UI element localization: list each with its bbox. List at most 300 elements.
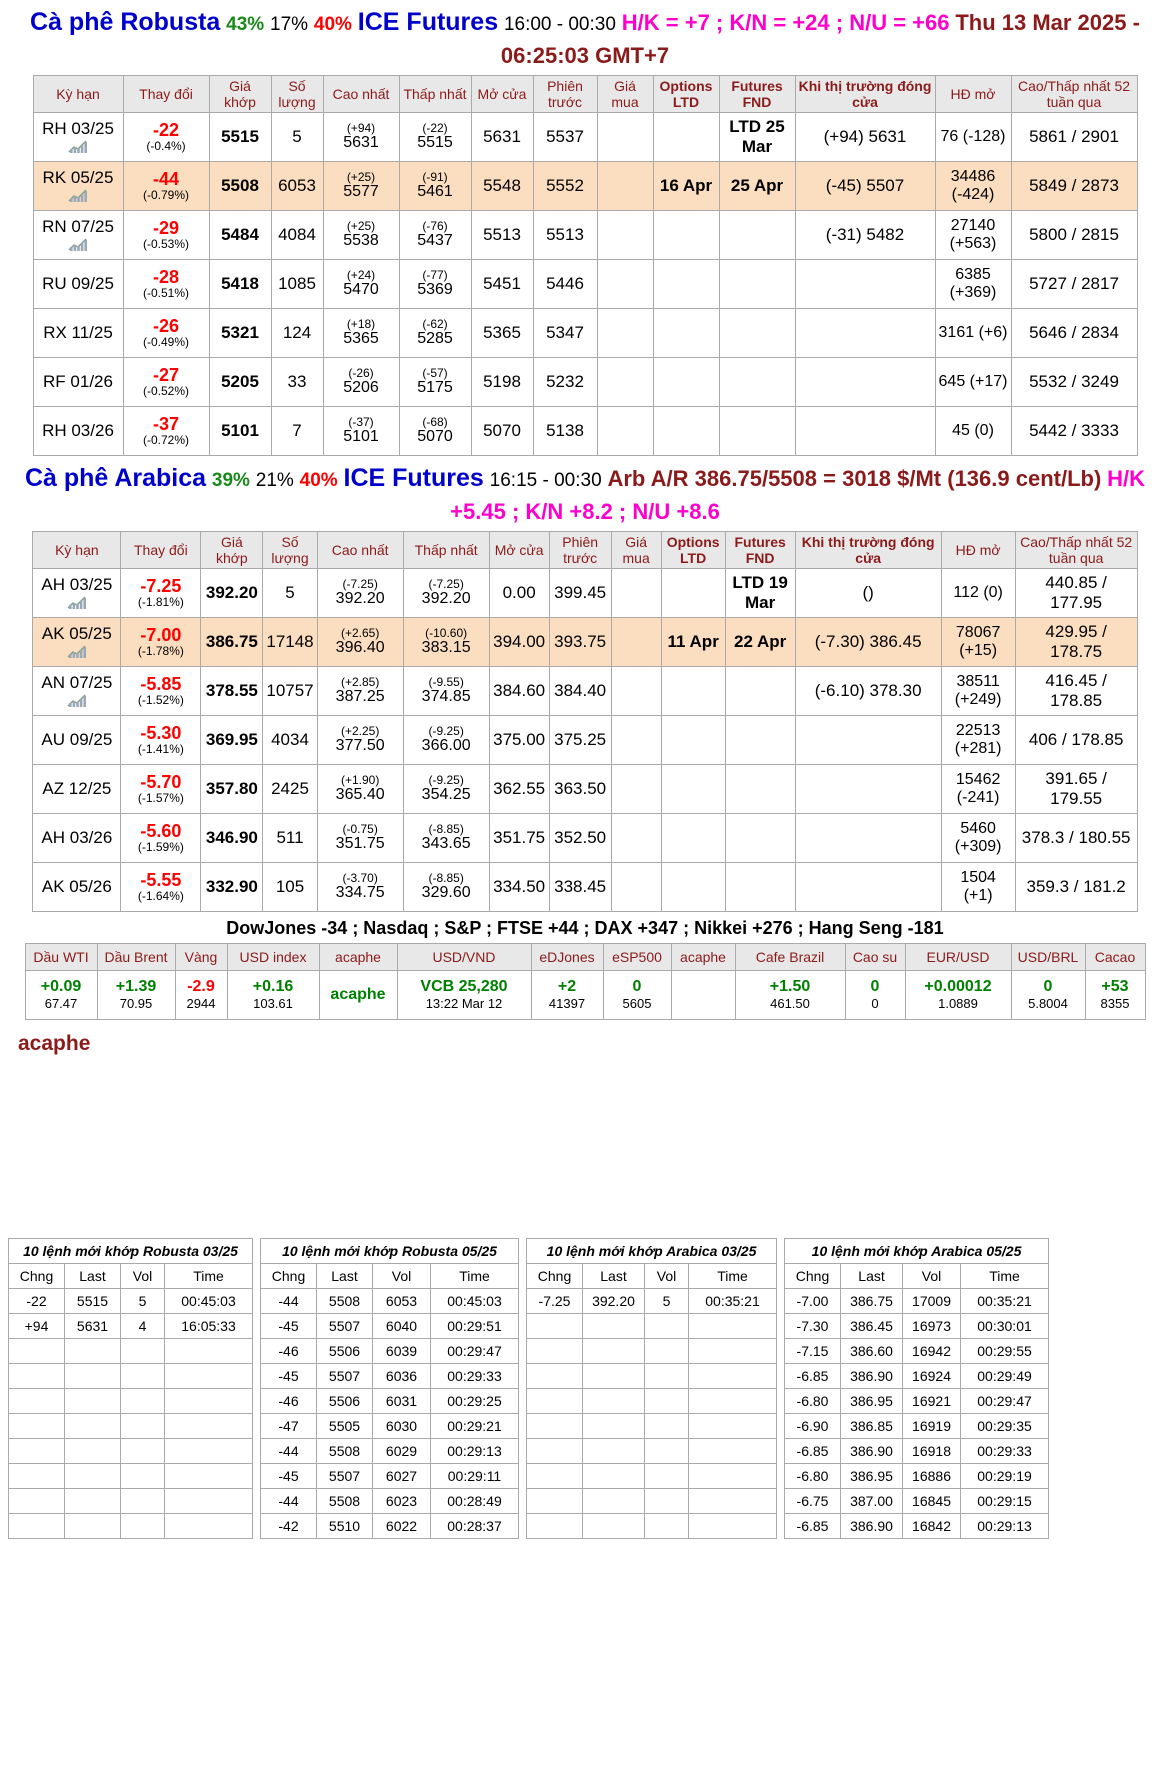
fx-change: +1.50 [769, 977, 811, 995]
contract-symbol: AZ 12/25 [42, 778, 112, 798]
change-value: -37 [152, 413, 179, 434]
recent-trades-cell: 6036 [373, 1364, 431, 1389]
robusta-52w-range: 5861 / 2901 [1011, 112, 1137, 161]
arabica-volume: 10757 [263, 666, 317, 715]
fx-col-header: eDJones [531, 943, 603, 970]
arabica-last-price: 378.55 [201, 666, 263, 715]
robusta-options-ltd: 16 Apr [653, 161, 719, 210]
table-gap [777, 1414, 785, 1439]
recent-trades-cell [689, 1389, 777, 1414]
recent-trades-cell [65, 1389, 121, 1414]
recent-trades-cell: 00:28:37 [431, 1514, 519, 1539]
recent-trades-cell: 386.85 [841, 1414, 903, 1439]
recent-trades-cell: -6.85 [785, 1514, 841, 1539]
recent-trades-col-header: Chng [261, 1264, 317, 1289]
fx-cell [97, 970, 175, 1019]
robusta-table-body [33, 112, 1137, 455]
recent-trades-col-header: Vol [903, 1264, 961, 1289]
recent-trades-cell: -6.85 [785, 1364, 841, 1389]
recent-trades-cell: 386.90 [841, 1439, 903, 1464]
recent-trades-cell [645, 1314, 689, 1339]
recent-trades-cell: 5515 [65, 1289, 121, 1314]
recent-trades-row[interactable] [9, 1439, 1049, 1464]
robusta-at-close: (+94) 5631 [795, 112, 935, 161]
change-value: -29 [152, 217, 179, 238]
high-delta: (+2.65) [340, 625, 380, 640]
high-value: 351.75 [335, 835, 385, 853]
robusta-open: 5198 [471, 357, 533, 406]
low-value: 5461 [417, 183, 453, 201]
arabica-futures-fnd [725, 813, 795, 862]
arabica-change-cell [121, 715, 201, 764]
recent-trades-cell [165, 1414, 253, 1439]
robusta-pct-red: 40% [313, 14, 352, 35]
recent-trades-cell [689, 1489, 777, 1514]
recent-trades-row[interactable] [9, 1364, 1049, 1389]
arabica-volume: 105 [263, 862, 317, 911]
table-gap [777, 1339, 785, 1364]
table-gap [253, 1239, 261, 1264]
table-header-row [33, 75, 1137, 112]
arabica-symbol-cell[interactable] [33, 617, 121, 666]
recent-trades-cell [9, 1414, 65, 1439]
recent-trades-cell: 00:29:35 [961, 1414, 1049, 1439]
recent-trades-cell [121, 1414, 165, 1439]
recent-trades-cell: 6053 [373, 1289, 431, 1314]
robusta-52w-range: 5532 / 3249 [1011, 357, 1137, 406]
recent-trades-cell: 16886 [903, 1464, 961, 1489]
robusta-symbol-cell[interactable] [33, 112, 123, 161]
arabica-change-cell [121, 666, 201, 715]
recent-trades-row[interactable] [9, 1464, 1049, 1489]
fx-change: +1.39 [115, 977, 157, 995]
recent-trades-cell: -6.85 [785, 1439, 841, 1464]
robusta-pct-green: 43% [226, 14, 265, 35]
mini-chart-icon[interactable] [68, 238, 88, 252]
arabica-open-interest: 22513 (+281) [941, 715, 1015, 764]
robusta-symbol-cell[interactable] [33, 161, 123, 210]
fx-cell [603, 970, 671, 1019]
robusta-volume: 33 [271, 357, 323, 406]
table-gap [777, 1314, 785, 1339]
recent-trades-cell: 16845 [903, 1489, 961, 1514]
table-row[interactable] [33, 568, 1137, 617]
table-gap [519, 1389, 527, 1414]
recent-trades-cell [689, 1414, 777, 1439]
recent-trades-cell [65, 1414, 121, 1439]
robusta-open: 5513 [471, 210, 533, 259]
arabica-low [403, 813, 489, 862]
fx-last: 8355 [1100, 996, 1130, 1012]
arabica-volume: 17148 [263, 617, 317, 666]
change-percent: (-1.41%) [137, 741, 184, 756]
col-phien-truoc: Phiên trước [549, 531, 611, 568]
arabica-futures-fnd [725, 862, 795, 911]
robusta-bid [597, 210, 653, 259]
robusta-last-price: 5418 [209, 259, 271, 308]
high-delta: (+1.90) [340, 772, 380, 787]
recent-trades-cell [65, 1464, 121, 1489]
mini-chart-icon[interactable] [68, 140, 88, 154]
low-delta: (-10.60) [425, 625, 468, 640]
robusta-date: Thu 13 Mar 2025 - 06:25:03 GMT+7 [500, 10, 1140, 69]
robusta-change-cell [123, 308, 209, 357]
recent-trades-cell [583, 1389, 645, 1414]
recent-trades-col-header: Vol [645, 1264, 689, 1289]
arabica-symbol-cell[interactable] [33, 568, 121, 617]
robusta-options-ltd [653, 357, 719, 406]
arabica-open: 375.00 [489, 715, 549, 764]
table-row[interactable] [33, 308, 1137, 357]
table-gap [519, 1364, 527, 1389]
recent-trades-table [8, 1238, 1049, 1539]
recent-trades-cell [583, 1364, 645, 1389]
high-value: 5365 [343, 330, 379, 348]
arabica-low [403, 764, 489, 813]
table-row[interactable] [33, 764, 1137, 813]
table-gap [777, 1489, 785, 1514]
recent-trades-cell: 00:29:15 [961, 1489, 1049, 1514]
table-row[interactable] [33, 259, 1137, 308]
high-delta: (-26) [348, 365, 374, 380]
recent-trades-cell [583, 1439, 645, 1464]
robusta-open-interest: 27140 (+563) [935, 210, 1011, 259]
recent-trades-cell [689, 1514, 777, 1539]
recent-trades-cell [9, 1364, 65, 1389]
recent-trades-cell: 5507 [317, 1364, 373, 1389]
col-thay-doi: Thay đổi [123, 75, 209, 112]
col-hd-mo: HĐ mở [935, 75, 1011, 112]
change-percent: (-0.72%) [142, 432, 189, 447]
high-value: 5470 [343, 281, 379, 299]
change-percent: (-1.59%) [137, 839, 184, 854]
fx-cell [227, 970, 319, 1019]
robusta-high [323, 210, 399, 259]
recent-trades-cell: -6.80 [785, 1389, 841, 1414]
robusta-symbol-cell[interactable] [33, 308, 123, 357]
recent-trades-row[interactable] [9, 1489, 1049, 1514]
recent-trades-section [8, 1238, 1034, 1539]
robusta-52w-range: 5800 / 2815 [1011, 210, 1137, 259]
robusta-at-close [795, 357, 935, 406]
recent-trades-cell: 386.75 [841, 1289, 903, 1314]
fx-col-header: Cacao [1085, 943, 1145, 970]
arabica-at-close [795, 862, 941, 911]
recent-trades-col-header: Time [165, 1264, 253, 1289]
recent-trades-cell: -7.00 [785, 1289, 841, 1314]
col-gia-khop: Giá khớp [201, 531, 263, 568]
arabica-volume: 4034 [263, 715, 317, 764]
table-row[interactable] [33, 862, 1137, 911]
recent-trades-cell [9, 1439, 65, 1464]
fx-cell [397, 970, 531, 1019]
robusta-symbol-cell[interactable] [33, 259, 123, 308]
arabica-low [403, 666, 489, 715]
recent-trades-cell: -44 [261, 1489, 317, 1514]
recent-trades-cell: 16842 [903, 1514, 961, 1539]
fx-col-header: eSP500 [603, 943, 671, 970]
table-row[interactable] [33, 406, 1137, 455]
change-value: -27 [152, 364, 179, 385]
col-ky-han: Kỳ hạn [33, 75, 123, 112]
robusta-quote-table [33, 75, 1138, 456]
table-gap [777, 1289, 785, 1314]
robusta-low [399, 308, 471, 357]
contract-symbol: RU 09/25 [42, 273, 114, 293]
fx-col-header: EUR/USD [905, 943, 1011, 970]
fx-last: 103.61 [253, 996, 293, 1012]
robusta-volume: 7 [271, 406, 323, 455]
recent-trades-col-header: Chng [9, 1264, 65, 1289]
recent-trades-cell: 5507 [317, 1314, 373, 1339]
recent-trades-cell [165, 1514, 253, 1539]
arabica-bid [611, 813, 661, 862]
robusta-symbol-cell[interactable] [33, 210, 123, 259]
mini-chart-icon[interactable] [67, 596, 87, 610]
recent-trades-cell: 5510 [317, 1514, 373, 1539]
recent-trades-cell [165, 1464, 253, 1489]
high-value: 392.20 [335, 590, 385, 608]
contract-symbol: AK 05/26 [41, 876, 112, 896]
arabica-52w-range: 416.45 / 178.85 [1015, 666, 1137, 715]
robusta-high [323, 161, 399, 210]
recent-trades-cell [121, 1439, 165, 1464]
table-row[interactable] [33, 161, 1137, 210]
fx-last: 41397 [548, 996, 586, 1012]
arabica-symbol-cell[interactable] [33, 862, 121, 911]
recent-trades-cell: 5507 [317, 1464, 373, 1489]
robusta-last-price: 5321 [209, 308, 271, 357]
arabica-symbol-cell[interactable] [33, 813, 121, 862]
recent-trades-row[interactable] [9, 1414, 1049, 1439]
recent-trades-cell: 6031 [373, 1389, 431, 1414]
arabica-at-close: () [795, 568, 941, 617]
arabica-change-cell [121, 862, 201, 911]
arabica-volume: 2425 [263, 764, 317, 813]
recent-trades-cell: -7.15 [785, 1339, 841, 1364]
fx-col-header: USD/BRL [1011, 943, 1085, 970]
robusta-volume: 124 [271, 308, 323, 357]
fx-col-header: acaphe [671, 943, 735, 970]
recent-trades-cell: 00:29:47 [961, 1389, 1049, 1414]
arabica-hours: 16:15 - 00:30 [489, 469, 602, 491]
arabica-symbol-cell[interactable] [33, 666, 121, 715]
fx-cell [671, 970, 735, 1019]
acaphe-wordmark: acaphe [18, 1031, 91, 1055]
recent-trades-cell: 5 [645, 1289, 689, 1314]
high-value: 365.40 [335, 786, 385, 804]
low-value: 5175 [417, 379, 453, 397]
arabica-bid [611, 764, 661, 813]
robusta-futures-fnd [719, 210, 795, 259]
fx-cell [175, 970, 227, 1019]
mini-chart-icon[interactable] [67, 694, 87, 708]
table-gap [253, 1264, 261, 1289]
fx-change: +0.00012 [924, 977, 992, 995]
recent-trades-cell: 5508 [317, 1289, 373, 1314]
robusta-last-price: 5508 [209, 161, 271, 210]
arabica-symbol-cell[interactable] [33, 715, 121, 764]
table-row[interactable] [33, 813, 1137, 862]
contract-symbol: AH 03/26 [41, 827, 113, 847]
table-gap [519, 1439, 527, 1464]
high-value: 334.75 [335, 884, 385, 902]
arabica-futures-fnd [725, 764, 795, 813]
arabica-open: 384.60 [489, 666, 549, 715]
recent-trades-col-header: Last [65, 1264, 121, 1289]
arabica-52w-range: 378.3 / 180.55 [1015, 813, 1137, 862]
fx-last: 13:22 Mar 12 [425, 996, 503, 1012]
robusta-title: Cà phê Robusta [30, 8, 221, 36]
robusta-symbol-cell[interactable] [33, 406, 123, 455]
arabica-change-cell [121, 568, 201, 617]
arabica-quote-table [32, 531, 1137, 912]
table-gap [253, 1414, 261, 1439]
recent-trades-cell [65, 1339, 121, 1364]
fx-last: 5.8004 [1028, 996, 1068, 1012]
arabica-open: 0.00 [489, 568, 549, 617]
arabica-bid [611, 617, 661, 666]
arabica-bid [611, 715, 661, 764]
recent-trades-cell: -22 [9, 1289, 65, 1314]
fx-last: 70.95 [119, 996, 153, 1012]
recent-trades-row[interactable] [9, 1339, 1049, 1364]
robusta-volume: 5 [271, 112, 323, 161]
recent-trades-cell [527, 1514, 583, 1539]
recent-trades-row[interactable] [9, 1514, 1049, 1539]
arabica-low [403, 617, 489, 666]
robusta-open: 5548 [471, 161, 533, 210]
robusta-high [323, 112, 399, 161]
contract-symbol: RF 01/26 [43, 371, 113, 391]
col-khi-thi-truong-dong-cua: Khi thị trường đóng cửa [795, 75, 935, 112]
recent-trades-cell [65, 1489, 121, 1514]
change-percent: (-0.53%) [142, 236, 189, 251]
robusta-last-price: 5205 [209, 357, 271, 406]
recent-trades-cell: 00:29:13 [431, 1439, 519, 1464]
arabica-open: 334.50 [489, 862, 549, 911]
robusta-prev: 5138 [533, 406, 597, 455]
fx-col-header: Dầu Brent [97, 943, 175, 970]
mini-chart-icon[interactable] [68, 189, 88, 203]
arabica-bid [611, 862, 661, 911]
robusta-52w-range: 5727 / 2817 [1011, 259, 1137, 308]
recent-trades-cell: -45 [261, 1364, 317, 1389]
table-row[interactable] [33, 715, 1137, 764]
change-value: -5.55 [140, 869, 182, 890]
col-52-tuan: Cao/Thấp nhất 52 tuần qua [1011, 75, 1137, 112]
recent-trades-cell: -47 [261, 1414, 317, 1439]
change-percent: (-0.51%) [142, 285, 189, 300]
robusta-symbol-cell[interactable] [33, 357, 123, 406]
col-so-luong: Số lượng [263, 531, 317, 568]
fx-cell [1011, 970, 1085, 1019]
recent-trades-title: 10 lệnh mới khớp Robusta 03/25 [9, 1239, 253, 1264]
fx-cell [1085, 970, 1145, 1019]
change-value: -5.70 [140, 771, 182, 792]
robusta-open: 5631 [471, 112, 533, 161]
arabica-low [403, 862, 489, 911]
arabica-change-cell [121, 617, 201, 666]
recent-trades-cell: 00:29:47 [431, 1339, 519, 1364]
low-value: 392.20 [421, 590, 471, 608]
fx-change: +53 [1101, 977, 1129, 995]
col-ky-han: Kỳ hạn [33, 531, 121, 568]
fx-col-header: Dầu WTI [25, 943, 97, 970]
recent-trades-col-header: Time [431, 1264, 519, 1289]
robusta-bid [597, 161, 653, 210]
low-delta: (-9.25) [428, 772, 464, 787]
recent-trades-cell [689, 1364, 777, 1389]
robusta-high [323, 259, 399, 308]
table-gap [253, 1389, 261, 1414]
table-row[interactable] [33, 357, 1137, 406]
high-delta: (+94) [346, 120, 376, 135]
arabica-high [317, 715, 403, 764]
fx-col-header: acaphe [319, 943, 397, 970]
robusta-at-close: (-31) 5482 [795, 210, 935, 259]
arabica-last-price: 369.95 [201, 715, 263, 764]
table-gap [777, 1389, 785, 1414]
recent-trades-cell: 386.90 [841, 1364, 903, 1389]
table-row[interactable] [33, 666, 1137, 715]
arabica-52w-range: 406 / 178.85 [1015, 715, 1137, 764]
low-delta: (-9.55) [428, 674, 464, 689]
robusta-futures-fnd [719, 406, 795, 455]
recent-trades-row[interactable] [9, 1289, 1049, 1314]
recent-trades-cell: 386.60 [841, 1339, 903, 1364]
recent-trades-row[interactable] [9, 1389, 1049, 1414]
robusta-volume: 4084 [271, 210, 323, 259]
fx-last: 1.0889 [938, 996, 978, 1012]
recent-trades-cell [121, 1364, 165, 1389]
low-delta: (-68) [422, 414, 448, 429]
table-row[interactable] [33, 210, 1137, 259]
mini-chart-icon[interactable] [67, 645, 87, 659]
recent-trades-col-header: Vol [373, 1264, 431, 1289]
table-gap [519, 1314, 527, 1339]
high-value: 5101 [343, 428, 379, 446]
recent-trades-title: 10 lệnh mới khớp Robusta 05/25 [261, 1239, 519, 1264]
robusta-last-price: 5484 [209, 210, 271, 259]
recent-trades-col-header: Chng [527, 1264, 583, 1289]
robusta-high [323, 357, 399, 406]
arabica-options-ltd [661, 715, 725, 764]
fx-last: 5605 [622, 996, 652, 1012]
table-row[interactable] [33, 617, 1137, 666]
recent-trades-cell [527, 1364, 583, 1389]
robusta-options-ltd [653, 308, 719, 357]
robusta-low [399, 112, 471, 161]
robusta-banner [0, 0, 1170, 75]
arabica-symbol-cell[interactable] [33, 764, 121, 813]
recent-trades-cell: -6.80 [785, 1464, 841, 1489]
contract-symbol: RH 03/26 [42, 420, 114, 440]
recent-trades-cell [583, 1339, 645, 1364]
robusta-low [399, 161, 471, 210]
recent-trades-cell [527, 1414, 583, 1439]
recent-trades-cell: 6027 [373, 1464, 431, 1489]
change-percent: (-0.4%) [146, 138, 186, 153]
fx-col-header: Vàng [175, 943, 227, 970]
change-value: -7.00 [140, 624, 182, 645]
high-value: 377.50 [335, 737, 385, 755]
table-row[interactable] [33, 112, 1137, 161]
recent-trades-row[interactable] [9, 1314, 1049, 1339]
contract-symbol: AN 07/25 [41, 673, 113, 693]
contract-symbol: RK 05/25 [42, 168, 114, 188]
change-percent: (-1.52%) [137, 692, 184, 707]
